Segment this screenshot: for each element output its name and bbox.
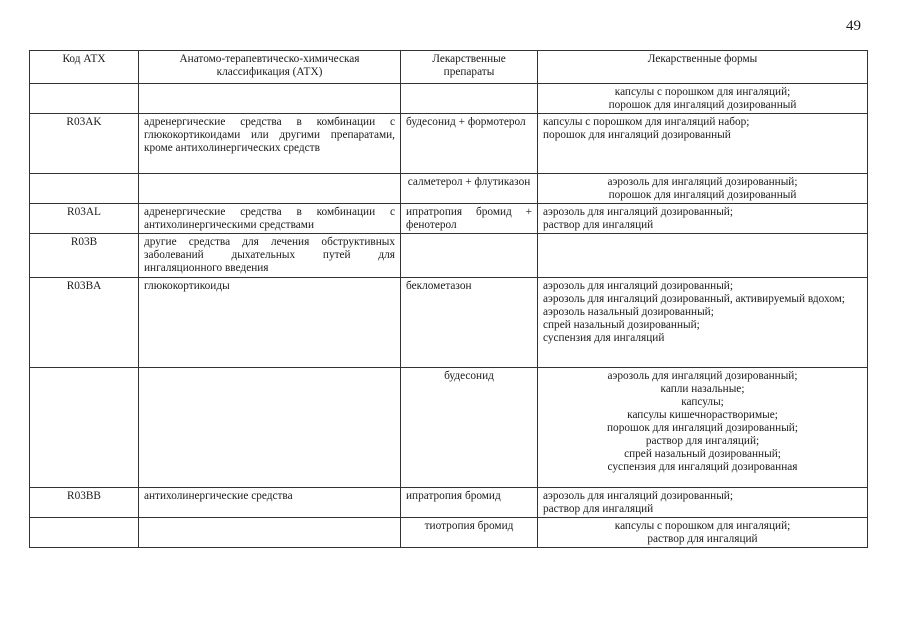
drug-cell: будесонид + формотерол — [401, 114, 538, 174]
forms-cell — [538, 204, 868, 234]
atx-code-cell: R03AK — [30, 114, 139, 174]
header-code: Код АТХ — [30, 51, 139, 84]
forms-cell — [538, 518, 868, 548]
form-line: капсулы с порошком для ингаляций; — [614, 520, 791, 532]
classification-cell — [139, 174, 401, 204]
forms-cell — [538, 488, 868, 518]
form-line: аэрозоль для ингаляций дозированный; — [543, 490, 733, 502]
forms-cell — [538, 114, 868, 174]
form-line: капсулы с порошком для ингаляций; — [614, 86, 791, 98]
drug-cell: беклометазон — [401, 278, 538, 368]
forms-cell — [538, 234, 868, 278]
table-row — [30, 84, 868, 114]
table-row — [30, 518, 868, 548]
atx-table — [29, 50, 868, 548]
drug-cell: салметерол + флутиказон — [401, 174, 538, 204]
atx-code-cell — [30, 368, 139, 488]
form-line: аэрозоль для ингаляций дозированный; — [543, 206, 733, 218]
drug-cell — [401, 84, 538, 114]
classification-cell: адренергические средства в комбинации с глюкокортикоидами или другими препаратами, кроме антихолинергических средств — [139, 114, 401, 174]
form-line: суспензия для ингаляций дозированная — [607, 461, 798, 473]
form-line: порошок для ингаляций дозированный — [608, 189, 797, 201]
form-line: порошок для ингаляций дозированный — [543, 129, 731, 141]
form-line: капли назальные; — [660, 383, 745, 395]
header-forms: Лекарственные формы — [538, 51, 868, 84]
drug-cell: ипратропия бромид — [401, 488, 538, 518]
form-line: аэрозоль для ингаляций дозированный; — [607, 370, 798, 382]
form-line: спрей назальный дозированный; — [624, 448, 781, 460]
atx-code-cell: R03BA — [30, 278, 139, 368]
table-row — [30, 488, 868, 518]
atx-code-cell: R03BB — [30, 488, 139, 518]
forms-cell — [538, 368, 868, 488]
classification-cell: антихолинергические средства — [139, 488, 401, 518]
drug-cell: тиотропия бромид — [401, 518, 538, 548]
atx-code-cell: R03B — [30, 234, 139, 278]
drug-cell: будесонид — [401, 368, 538, 488]
form-line: суспензия для ингаляций — [543, 332, 665, 344]
classification-cell — [139, 518, 401, 548]
atx-code-cell — [30, 174, 139, 204]
table-row — [30, 278, 868, 368]
form-line: капсулы с порошком для ингаляций набор; — [543, 116, 750, 128]
classification-cell: глюкокортикоиды — [139, 278, 401, 368]
form-line: аэрозоль назальный дозированный; — [543, 306, 714, 318]
table-row — [30, 234, 868, 278]
form-line: спрей назальный дозированный; — [543, 319, 700, 331]
form-line: аэрозоль для ингаляций дозированный, активируемый вдохом; — [543, 293, 845, 305]
atx-code-cell — [30, 84, 139, 114]
classification-cell — [139, 368, 401, 488]
table-row — [30, 174, 868, 204]
form-line: раствор для ингаляций; — [645, 435, 760, 447]
form-line: порошок для ингаляций дозированный; — [607, 422, 798, 434]
classification-cell — [139, 84, 401, 114]
forms-cell — [538, 84, 868, 114]
table-row — [30, 368, 868, 488]
classification-cell: другие средства для лечения обструктивных заболеваний дыхательных путей для ингаляционного введения — [139, 234, 401, 278]
drug-cell — [401, 234, 538, 278]
form-line: капсулы кишечнорастворимые; — [627, 409, 778, 421]
drug-cell: ипратропия бромид + фенотерол — [401, 204, 538, 234]
form-line: раствор для ингаляций — [647, 533, 758, 545]
form-line: аэрозоль для ингаляций дозированный; — [543, 280, 733, 292]
page-number: 49 — [846, 18, 861, 34]
form-line: раствор для ингаляций — [543, 503, 654, 515]
atx-code-cell — [30, 518, 139, 548]
form-line: капсулы; — [681, 396, 724, 408]
classification-cell: адренергические средства в комбинации с антихолинергическими средствами — [139, 204, 401, 234]
form-line: раствор для ингаляций — [543, 219, 654, 231]
atx-code-cell: R03AL — [30, 204, 139, 234]
forms-cell — [538, 174, 868, 204]
form-line: аэрозоль для ингаляций дозированный; — [607, 176, 798, 188]
table-header-row — [30, 51, 868, 84]
header-classification: Анатомо-терапевтическо-химическая классификация (АТХ) — [139, 51, 401, 84]
table-row — [30, 204, 868, 234]
header-drugs: Лекарственные препараты — [401, 51, 538, 84]
forms-cell — [538, 278, 868, 368]
form-line: порошок для ингаляций дозированный — [608, 99, 797, 111]
table-row — [30, 114, 868, 174]
